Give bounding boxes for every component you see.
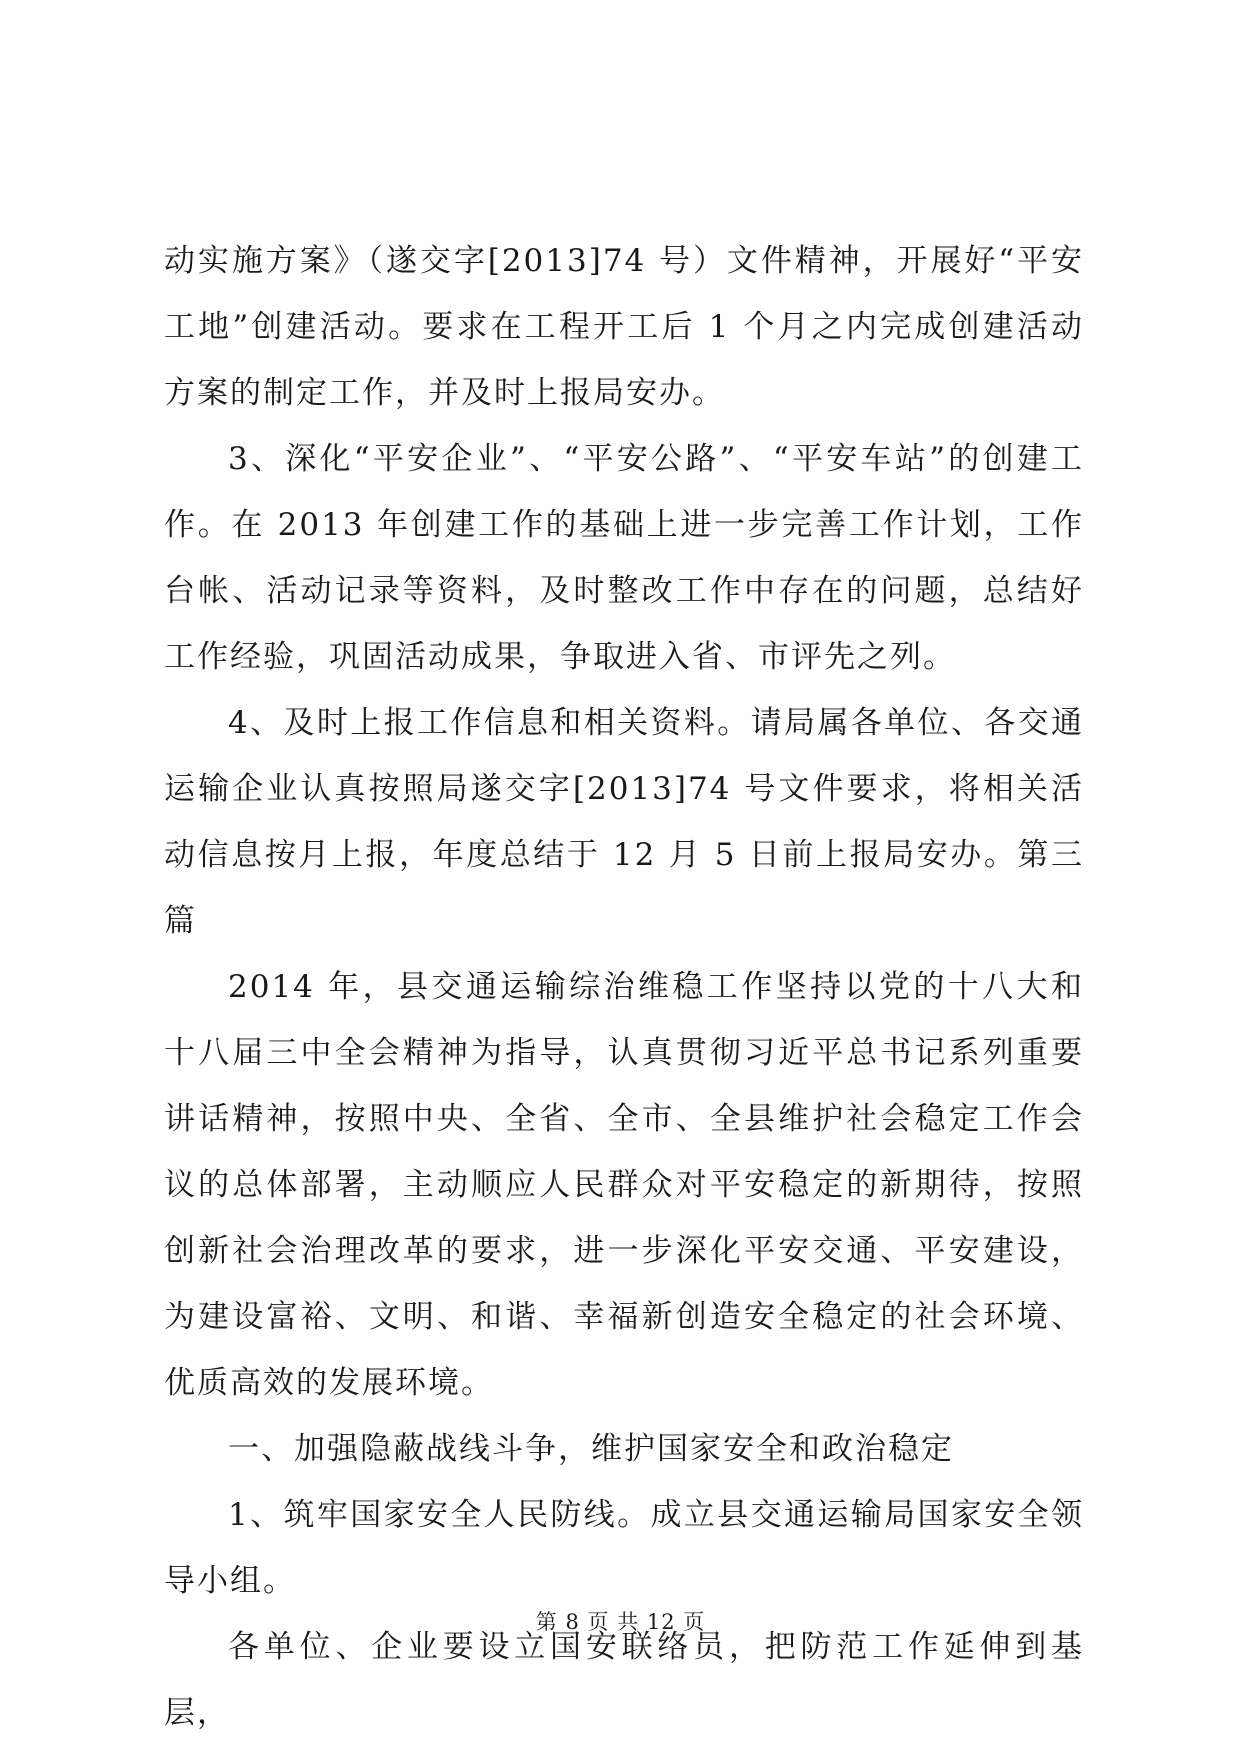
paragraph: 2014 年，县交通运输综治维稳工作坚持以党的十八大和十八届三中全会精神为指导，认真贯彻习近平总书记系列重要讲话精神，按照中央、全省、全市、全县维护社会稳定工作会议的总体部署，主动顺应人民群众对平安稳定的新期待，按照创新社会治理改革的要求，进一步深化平安交通、平安建设，为建设富裕、文明、和谐、幸福新创造安全稳定的社会环境、优质高效的发展环境。 [164, 969, 1084, 1401]
page-number-footer: 第 8 页 共 12 页 [535, 1610, 706, 1634]
paragraph: 1、筑牢国家安全人民防线。成立县交通运输局国家安全领导小组。 [164, 1497, 1084, 1599]
document-body [164, 228, 1084, 1746]
paragraph: 各单位、企业要设立国安联络员，把防范工作延伸到基层， [164, 1629, 1084, 1731]
paragraph: 动实施方案》（遂交字[2013]74 号）文件精神，开展好“平安工地”创建活动。要求在工程开工后 1 个月之内完成创建活动方案的制定工作，并及时上报局安办。 [164, 243, 1084, 411]
paragraph: 3、深化“平安企业”、“平安公路”、“平安车站”的创建工作。在 2013 年创建工作的基础上进一步完善工作计划，工作台帐、活动记录等资料，及时整改工作中存在的问题，总结好工作经验，巩固活动成果，争取进入省、市评先之列。 [164, 441, 1084, 675]
section-heading: 一、加强隐蔽战线斗争，维护国家安全和政治稳定 [228, 1431, 954, 1467]
paragraph: 4、及时上报工作信息和相关资料。请局属各单位、各交通运输企业认真按照局遂交字[2013]74 号文件要求，将相关活动信息按月上报，年度总结于 12 月 5 日前上报局安办。第三篇 [164, 705, 1084, 939]
